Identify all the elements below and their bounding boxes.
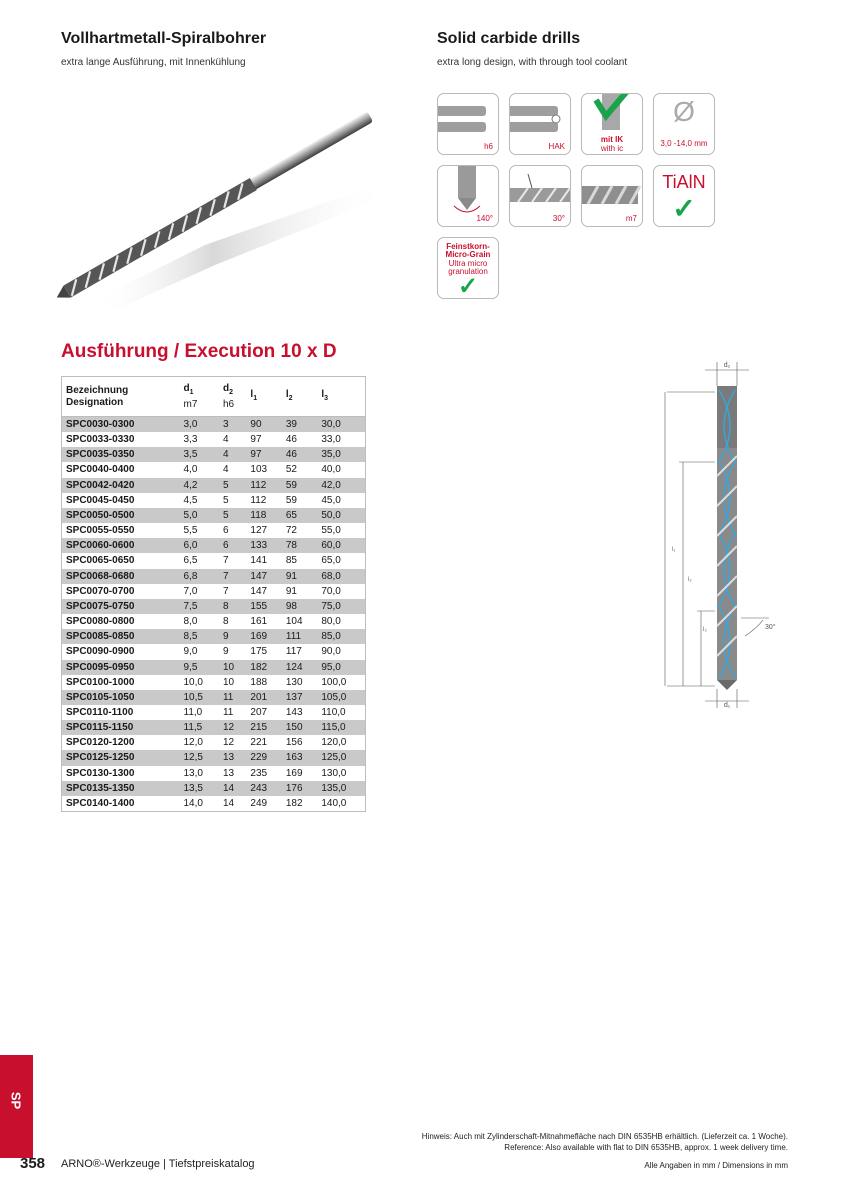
cell-value: 91 (282, 569, 317, 584)
cell-value: 9 (222, 646, 229, 658)
cell-value: 115,0 (317, 720, 365, 735)
cell-value: 4 (222, 464, 229, 476)
catalog-name: ARNO®-Werkzeuge | Tiefstpreiskatalog (61, 1158, 255, 1170)
label-angle: 30° (765, 624, 776, 631)
cell-value: 12 (222, 737, 235, 749)
cell-value: 182 (246, 660, 281, 675)
cell-value: 117 (285, 646, 302, 658)
header-l1: $l_1$ (246, 377, 281, 417)
cell-value: 135,0 (317, 781, 365, 796)
cell-designation: SPC0050-0500 (62, 508, 180, 523)
cell-value: 4,5 (183, 494, 198, 506)
cell-value: 188 (250, 676, 268, 688)
cell-value: 13,5 (180, 781, 219, 796)
cell-value: 9 (219, 629, 246, 644)
cell-value: 7,0 (183, 585, 198, 597)
cell-value: 111 (282, 629, 317, 644)
table-row (62, 614, 366, 629)
cell-value: 118 (246, 508, 281, 523)
cell-value: 110,0 (321, 706, 346, 718)
cell-value: 5 (219, 508, 246, 523)
cell-designation: SPC0080-0800 (66, 616, 135, 628)
cell-value: 85,0 (317, 629, 365, 644)
cell-designation: SPC0115-1150 (62, 720, 180, 735)
table-row (62, 553, 366, 568)
cell-value: 243 (246, 781, 281, 796)
cell-value: 5,0 (180, 508, 219, 523)
cell-designation: SPC0033-0330 (66, 434, 135, 446)
table-row (62, 735, 366, 750)
table-row (62, 796, 366, 812)
cell-value: 80,0 (321, 616, 341, 628)
tialn-coating-icon: TiAlN ✓ (653, 165, 715, 227)
cell-designation: SPC0120-1200 (66, 737, 135, 749)
micro-grain-icon: Feinstkorn- Micro-Grain Ultra micro granulation ✓ (437, 237, 499, 299)
cell-value: 140,0 (321, 797, 347, 809)
cell-value: 70,0 (321, 585, 341, 597)
internal-coolant-icon: mit IK with ic (581, 93, 643, 155)
shank-hak-icon: HAK (509, 93, 571, 155)
cell-designation: SPC0135-1350 (62, 781, 180, 796)
cell-value: 141 (250, 555, 268, 567)
label-l2: l₂ (688, 577, 692, 583)
cell-designation: SPC0100-1000 (66, 676, 135, 688)
cell-value: 59 (285, 494, 297, 506)
check-icon: ✓ (672, 193, 696, 224)
cell-value: 9,0 (183, 646, 198, 658)
cell-value: 207 (250, 706, 268, 718)
cell-value: 5,5 (183, 525, 198, 537)
point-angle-140-icon: 140° (437, 165, 499, 227)
cell-value: 35,0 (317, 447, 365, 462)
cell-value: 249 (250, 797, 268, 809)
cell-value: 103 (250, 464, 268, 476)
cell-value: 161 (250, 616, 268, 628)
table-row (62, 493, 366, 508)
cell-value: 65,0 (321, 555, 341, 567)
table-row (62, 675, 366, 690)
cell-value: 125,0 (317, 750, 365, 765)
cell-value: 59 (282, 478, 317, 493)
diameter-icon: Ø (673, 96, 695, 127)
cylindrical-shank-h6-icon: h6 (437, 93, 499, 155)
tolerance-m7-icon: m7 (581, 165, 643, 227)
cell-value: 8 (222, 616, 229, 628)
cell-value: 5 (219, 478, 246, 493)
cell-value: 147 (250, 585, 268, 597)
cell-designation: SPC0030-0300 (62, 417, 180, 433)
cell-value: 52 (285, 464, 297, 476)
cell-value: 91 (285, 585, 297, 597)
cell-designation: SPC0140-1400 (66, 797, 135, 809)
table-header-row (62, 377, 366, 417)
cell-value: 14,0 (183, 797, 203, 809)
table-row (62, 538, 366, 553)
header-l2: $l_2$ (282, 377, 317, 417)
header-designation: Bezeichnung Designation (62, 377, 180, 417)
cell-value: 120,0 (321, 737, 347, 749)
cell-value: 7,5 (180, 599, 219, 614)
cell-designation: SPC0045-0450 (66, 494, 135, 506)
cell-designation: SPC0035-0350 (62, 447, 180, 462)
cell-value: 46 (285, 434, 297, 446)
dimensions-note: Alle Angaben in mm / Dimensions in mm (644, 1161, 788, 1170)
cell-value: 4 (219, 447, 246, 462)
cell-designation: SPC0065-0650 (66, 555, 135, 567)
title-german: Vollhartmetall-Spiralbohrer (61, 30, 267, 47)
cell-value: 6 (219, 538, 246, 553)
cell-value: 175 (250, 646, 268, 658)
table-row (62, 660, 366, 675)
table-row (62, 750, 366, 765)
cell-designation: SPC0075-0750 (62, 599, 180, 614)
cell-value: 6 (222, 525, 229, 537)
cell-value: 130,0 (321, 767, 347, 779)
cell-value: 8 (219, 599, 246, 614)
table-row (62, 629, 366, 644)
section-title: Ausführung / Execution 10 x D (61, 341, 337, 362)
table-row (62, 690, 366, 705)
cell-value: 98 (282, 599, 317, 614)
cell-value: 150 (282, 720, 317, 735)
cell-value: 10 (222, 676, 235, 688)
cell-value: 42,0 (317, 478, 365, 493)
cell-value: 39 (282, 417, 317, 433)
cell-value: 7 (219, 569, 246, 584)
footnote-english: Reference: Also available with flat to DIN 6535HB, approx. 1 week delivery time. (504, 1143, 788, 1152)
cell-value: 30,0 (317, 417, 365, 433)
cell-designation: SPC0070-0700 (66, 585, 135, 597)
drill-dimension-drawing (655, 356, 785, 721)
cell-value: 60,0 (317, 538, 365, 553)
subtitle-german: extra lange Ausführung, mit Innenkühlung (61, 57, 246, 68)
table-row (62, 644, 366, 659)
cell-value: 97 (246, 447, 281, 462)
cell-value: 137 (282, 690, 317, 705)
table-row (62, 781, 366, 796)
table-row (62, 447, 366, 462)
cell-value: 33,0 (321, 434, 341, 446)
spec-table (61, 376, 366, 812)
check-icon: ✓ (457, 273, 479, 299)
table-row (62, 584, 366, 599)
cell-value: 8,0 (183, 616, 198, 628)
cell-value: 100,0 (321, 676, 347, 688)
cell-value: 55,0 (321, 525, 341, 537)
cell-value: 104 (285, 616, 303, 628)
cell-value: 112 (246, 478, 281, 493)
cell-value: 4 (222, 434, 229, 446)
cell-value: 10,5 (180, 690, 219, 705)
cell-value: 201 (246, 690, 281, 705)
label-d2: d₂ (723, 362, 731, 369)
cell-value: 13 (219, 750, 246, 765)
label-d1: d₁ (723, 702, 731, 709)
header-d2: $d_2$ h6 (219, 377, 246, 417)
cell-value: 90 (246, 417, 281, 433)
cell-designation: SPC0095-0950 (62, 660, 180, 675)
cell-value: 75,0 (317, 599, 365, 614)
cell-value: 12 (219, 720, 246, 735)
table-row (62, 508, 366, 523)
cell-value: 5 (222, 494, 229, 506)
table-row (62, 705, 366, 720)
cell-value: 7 (222, 585, 229, 597)
cell-value: 156 (285, 737, 303, 749)
cell-value: 3,0 (180, 417, 219, 433)
cell-value: 11,5 (180, 720, 219, 735)
section-tab: SP (0, 1055, 33, 1158)
cell-value: 45,0 (321, 494, 341, 506)
cell-value: 11 (219, 690, 246, 705)
title-english: Solid carbide drills (437, 30, 581, 47)
table-row (62, 417, 366, 433)
table-row (62, 720, 366, 735)
cell-value: 4,2 (180, 478, 219, 493)
header-d1: $d_1$ m7 (180, 377, 219, 417)
cell-value: 40,0 (321, 464, 341, 476)
cell-value: 3,5 (180, 447, 219, 462)
cell-value: 127 (250, 525, 268, 537)
diameter-range-icon: Ø 3,0 -14,0 mm (653, 93, 715, 155)
cell-value: 11,0 (183, 706, 203, 718)
cell-value: 8,5 (180, 629, 219, 644)
cell-value: 124 (282, 660, 317, 675)
label-l3: l₃ (703, 627, 707, 633)
cell-value: 133 (246, 538, 281, 553)
cell-value: 12,5 (180, 750, 219, 765)
cell-value: 169 (285, 767, 303, 779)
cell-value: 182 (285, 797, 303, 809)
cell-value: 9,5 (180, 660, 219, 675)
cell-value: 112 (250, 494, 267, 506)
cell-value: 10,0 (183, 676, 203, 688)
cell-designation: SPC0130-1300 (66, 767, 135, 779)
cell-value: 13,0 (183, 767, 203, 779)
subtitle-english: extra long design, with through tool coolant (437, 57, 628, 68)
cell-value: 130 (285, 676, 303, 688)
table-row (62, 478, 366, 493)
cell-value: 97 (250, 434, 262, 446)
cell-value: 163 (282, 750, 317, 765)
cell-value: 65 (282, 508, 317, 523)
cell-designation: SPC0068-0680 (62, 569, 180, 584)
cell-value: 6,5 (183, 555, 198, 567)
cell-value: 235 (250, 767, 268, 779)
cell-value: 14 (222, 797, 235, 809)
cell-value: 176 (282, 781, 317, 796)
cell-value: 68,0 (317, 569, 365, 584)
cell-value: 46 (282, 447, 317, 462)
cell-value: 90,0 (321, 646, 341, 658)
cell-value: 13 (222, 767, 235, 779)
cell-value: 7 (222, 555, 229, 567)
cell-value: 78 (282, 538, 317, 553)
cell-designation: SPC0042-0420 (62, 478, 180, 493)
cell-value: 147 (246, 569, 281, 584)
cell-designation: SPC0090-0900 (66, 646, 135, 658)
cell-value: 10 (219, 660, 246, 675)
table-row (62, 569, 366, 584)
cell-value: 12,0 (183, 737, 203, 749)
cell-designation: SPC0055-0550 (66, 525, 135, 537)
cell-value: 221 (250, 737, 268, 749)
cell-designation: SPC0040-0400 (66, 464, 135, 476)
label-l1: l₁ (672, 547, 676, 553)
cell-value: 6,8 (180, 569, 219, 584)
cell-value: 72 (285, 525, 297, 537)
cell-designation: SPC0085-0850 (62, 629, 180, 644)
cell-value: 3 (219, 417, 246, 433)
table-row (62, 766, 366, 781)
cell-value: 105,0 (317, 690, 365, 705)
cell-value: 155 (246, 599, 281, 614)
drill-product-image (55, 95, 395, 315)
cell-designation: SPC0060-0600 (62, 538, 180, 553)
cell-value: 95,0 (317, 660, 365, 675)
cell-value: 143 (285, 706, 303, 718)
table-row (62, 523, 366, 538)
cell-value: 14 (219, 781, 246, 796)
table-row (62, 462, 366, 477)
cell-value: 229 (246, 750, 281, 765)
cell-value: 11 (222, 706, 234, 718)
cell-value: 3,3 (183, 434, 198, 446)
header-l3: $l_3$ (317, 377, 365, 417)
cell-value: 85 (285, 555, 297, 567)
cell-designation: SPC0110-1100 (66, 706, 134, 718)
table-row (62, 599, 366, 614)
cell-value: 6,0 (180, 538, 219, 553)
cell-value: 169 (246, 629, 281, 644)
cell-value: 50,0 (317, 508, 365, 523)
cell-value: 4,0 (183, 464, 198, 476)
footnote-german: Hinweis: Auch mit Zylinderschaft-Mitnahmefläche nach DIN 6535HB erhältlich. (Lieferzeit ca. 1 Woche). (421, 1132, 788, 1141)
cell-designation: SPC0105-1050 (62, 690, 180, 705)
page-number: 358 (20, 1155, 46, 1172)
cell-value: 215 (246, 720, 281, 735)
table-row (62, 432, 366, 447)
helix-angle-30-icon: 30° (509, 165, 571, 227)
cell-designation: SPC0125-1250 (62, 750, 180, 765)
